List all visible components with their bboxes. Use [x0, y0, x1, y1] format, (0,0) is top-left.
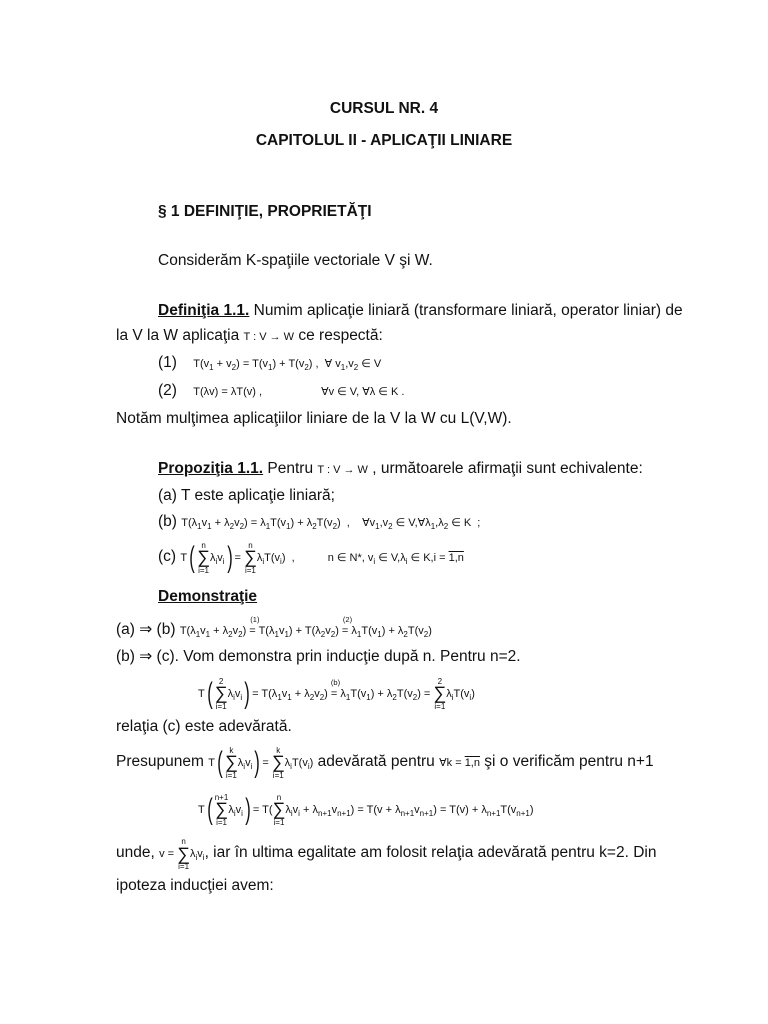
proposition-text-b: , următoarele afirmaţii sunt echivalente: — [372, 460, 643, 477]
item-b-formula: $T(\lambda_1v_1 + \lambda_2v_2) = \lambda_1T(v_1) + \lambda_2T(v_2)$ , $\forall v_1,v_2$ ∈ $V,\forall\lambda_1,\lambda_2$ ∈ K ; — [181, 517, 481, 531]
item1-label: (1) — [158, 354, 177, 371]
demo-presupunem-line: Presupunem T( k ∑ $i=1\lambda_iv_i) = k$ ∑ $i=1\lambda_iT(v_i)$ adevărată pentru ∀k = 1,n şi o verificăm pentru n+1 — [116, 745, 654, 780]
presupunem-text: Presupunem — [116, 752, 204, 770]
demo-ipoteza-line: ipoteza inducţiei avem: — [116, 877, 274, 894]
item2-label: (2) — [158, 382, 177, 399]
proposition-item-a: (a) T este aplicaţie liniară; — [158, 487, 335, 504]
definition-title: Definiţia 1.1. — [158, 302, 250, 319]
proposition-item-b — [158, 513, 480, 532]
verificam-text: şi o verificăm pentru n+1 — [484, 752, 654, 770]
demo-n2-formula: T( 2 ∑ $i=1\lambda_iv_i) = T(\lambda_1v_1 + \lambda_2v_2)$ = (b) $\lambda_1T(v_1) + \lambda_2T(v_2) = 2$ ∑ $i=1\lambda_iT(v_i)$ — [198, 676, 475, 711]
item-c-formula: T( n ∑ $i=1\lambda_iv_i) = n$ ∑ $i=1\lambda_iT(v_i)$ , n ∈ N*, $v_i$ ∈ $V,\lambda_i$ ∈ K,i = 1,n — [180, 540, 464, 575]
proposition-text-a: Pentru — [263, 460, 314, 477]
intro-paragraph: Considerăm K-spaţiile vectoriale V şi W. — [158, 252, 433, 269]
definition-map: T : V → W — [243, 331, 295, 343]
proposition-item-c — [158, 540, 464, 576]
proposition-map: T : V → W — [317, 464, 368, 476]
section-heading: § 1 DEFINIŢIE, PROPRIETĂŢI — [158, 203, 372, 220]
additivity-formula: $T(v_1 + v_2) = T(v_1) + T(v_2)$ , ∀ $v_1,v_2$ ∈ V — [193, 358, 382, 372]
demo-ab-label: (a) ⇒ (b) — [116, 621, 176, 638]
definition-item-1 — [158, 354, 381, 373]
demo-ab-formula: $T(\lambda_1v_1 + \lambda_2v_2)$ = (1) $T(\lambda_1v_1) + T(\lambda_2v_2)$ = (2) $\lambda_1T(v_1) + \lambda_2T(v_2)$ — [179, 615, 432, 639]
demo-unde-line: unde, v = n ∑ $i=1\lambda_iv_i$, iar în ultima egalitate am folosit relaţia adevărată pentru k=2. Din — [116, 837, 657, 871]
course-title: CURSUL NR. 4 — [329, 100, 439, 117]
proposition-title: Propoziţia 1.1. — [158, 460, 264, 477]
homogeneity-formula: T(λv) = λT(v) , ∀v ∈ V, ∀λ ∈ K . — [193, 386, 405, 398]
proposition-line — [158, 460, 643, 479]
adevarata-text: adevărată pentru — [317, 752, 435, 770]
demo-ab-line — [116, 615, 432, 640]
notation-line: Notăm mulţimea aplicaţiilor liniare de la V la W cu L(V,W). — [116, 410, 512, 427]
demo-bc-line: (b) ⇒ (c). Vom demonstra prin inducţie după n. Pentru n=2. — [116, 648, 521, 665]
definition-text-b: la V la W aplicaţia — [116, 327, 240, 344]
chapter-title: CAPITOLUL II - APLICAŢII LINIARE — [255, 132, 513, 149]
definition-line-1 — [158, 302, 683, 321]
definition-text-c: ce respectă: — [298, 327, 383, 344]
item-c-label: (c) — [158, 547, 177, 565]
item-b-label: (b) — [158, 513, 177, 530]
demo-title: Demonstraţie — [158, 588, 258, 605]
definition-text: Numim aplicaţie liniară (transformare liniară, operator liniar) de — [249, 302, 683, 319]
demo-relation-line: relaţia (c) este adevărată. — [116, 718, 292, 735]
unde-text: unde, — [116, 844, 155, 862]
definition-line-2 — [116, 327, 383, 346]
demo-n1-formula: T( n+1 ∑ $i=1\lambda_iv_i) = T(n$ ∑ $i=1\lambda_iv_i + \lambda_{n+1}v_{n+1}) = T(v + \lambda_{n+1}v_{n+1}) = T(v) + \lambda_{n+1}T(v_{n+1})$ — [198, 792, 534, 827]
ultima-text: , iar în ultima egalitate am folosit relaţia adevărată pentru k=2. Din — [204, 844, 657, 862]
definition-item-2 — [158, 382, 404, 401]
